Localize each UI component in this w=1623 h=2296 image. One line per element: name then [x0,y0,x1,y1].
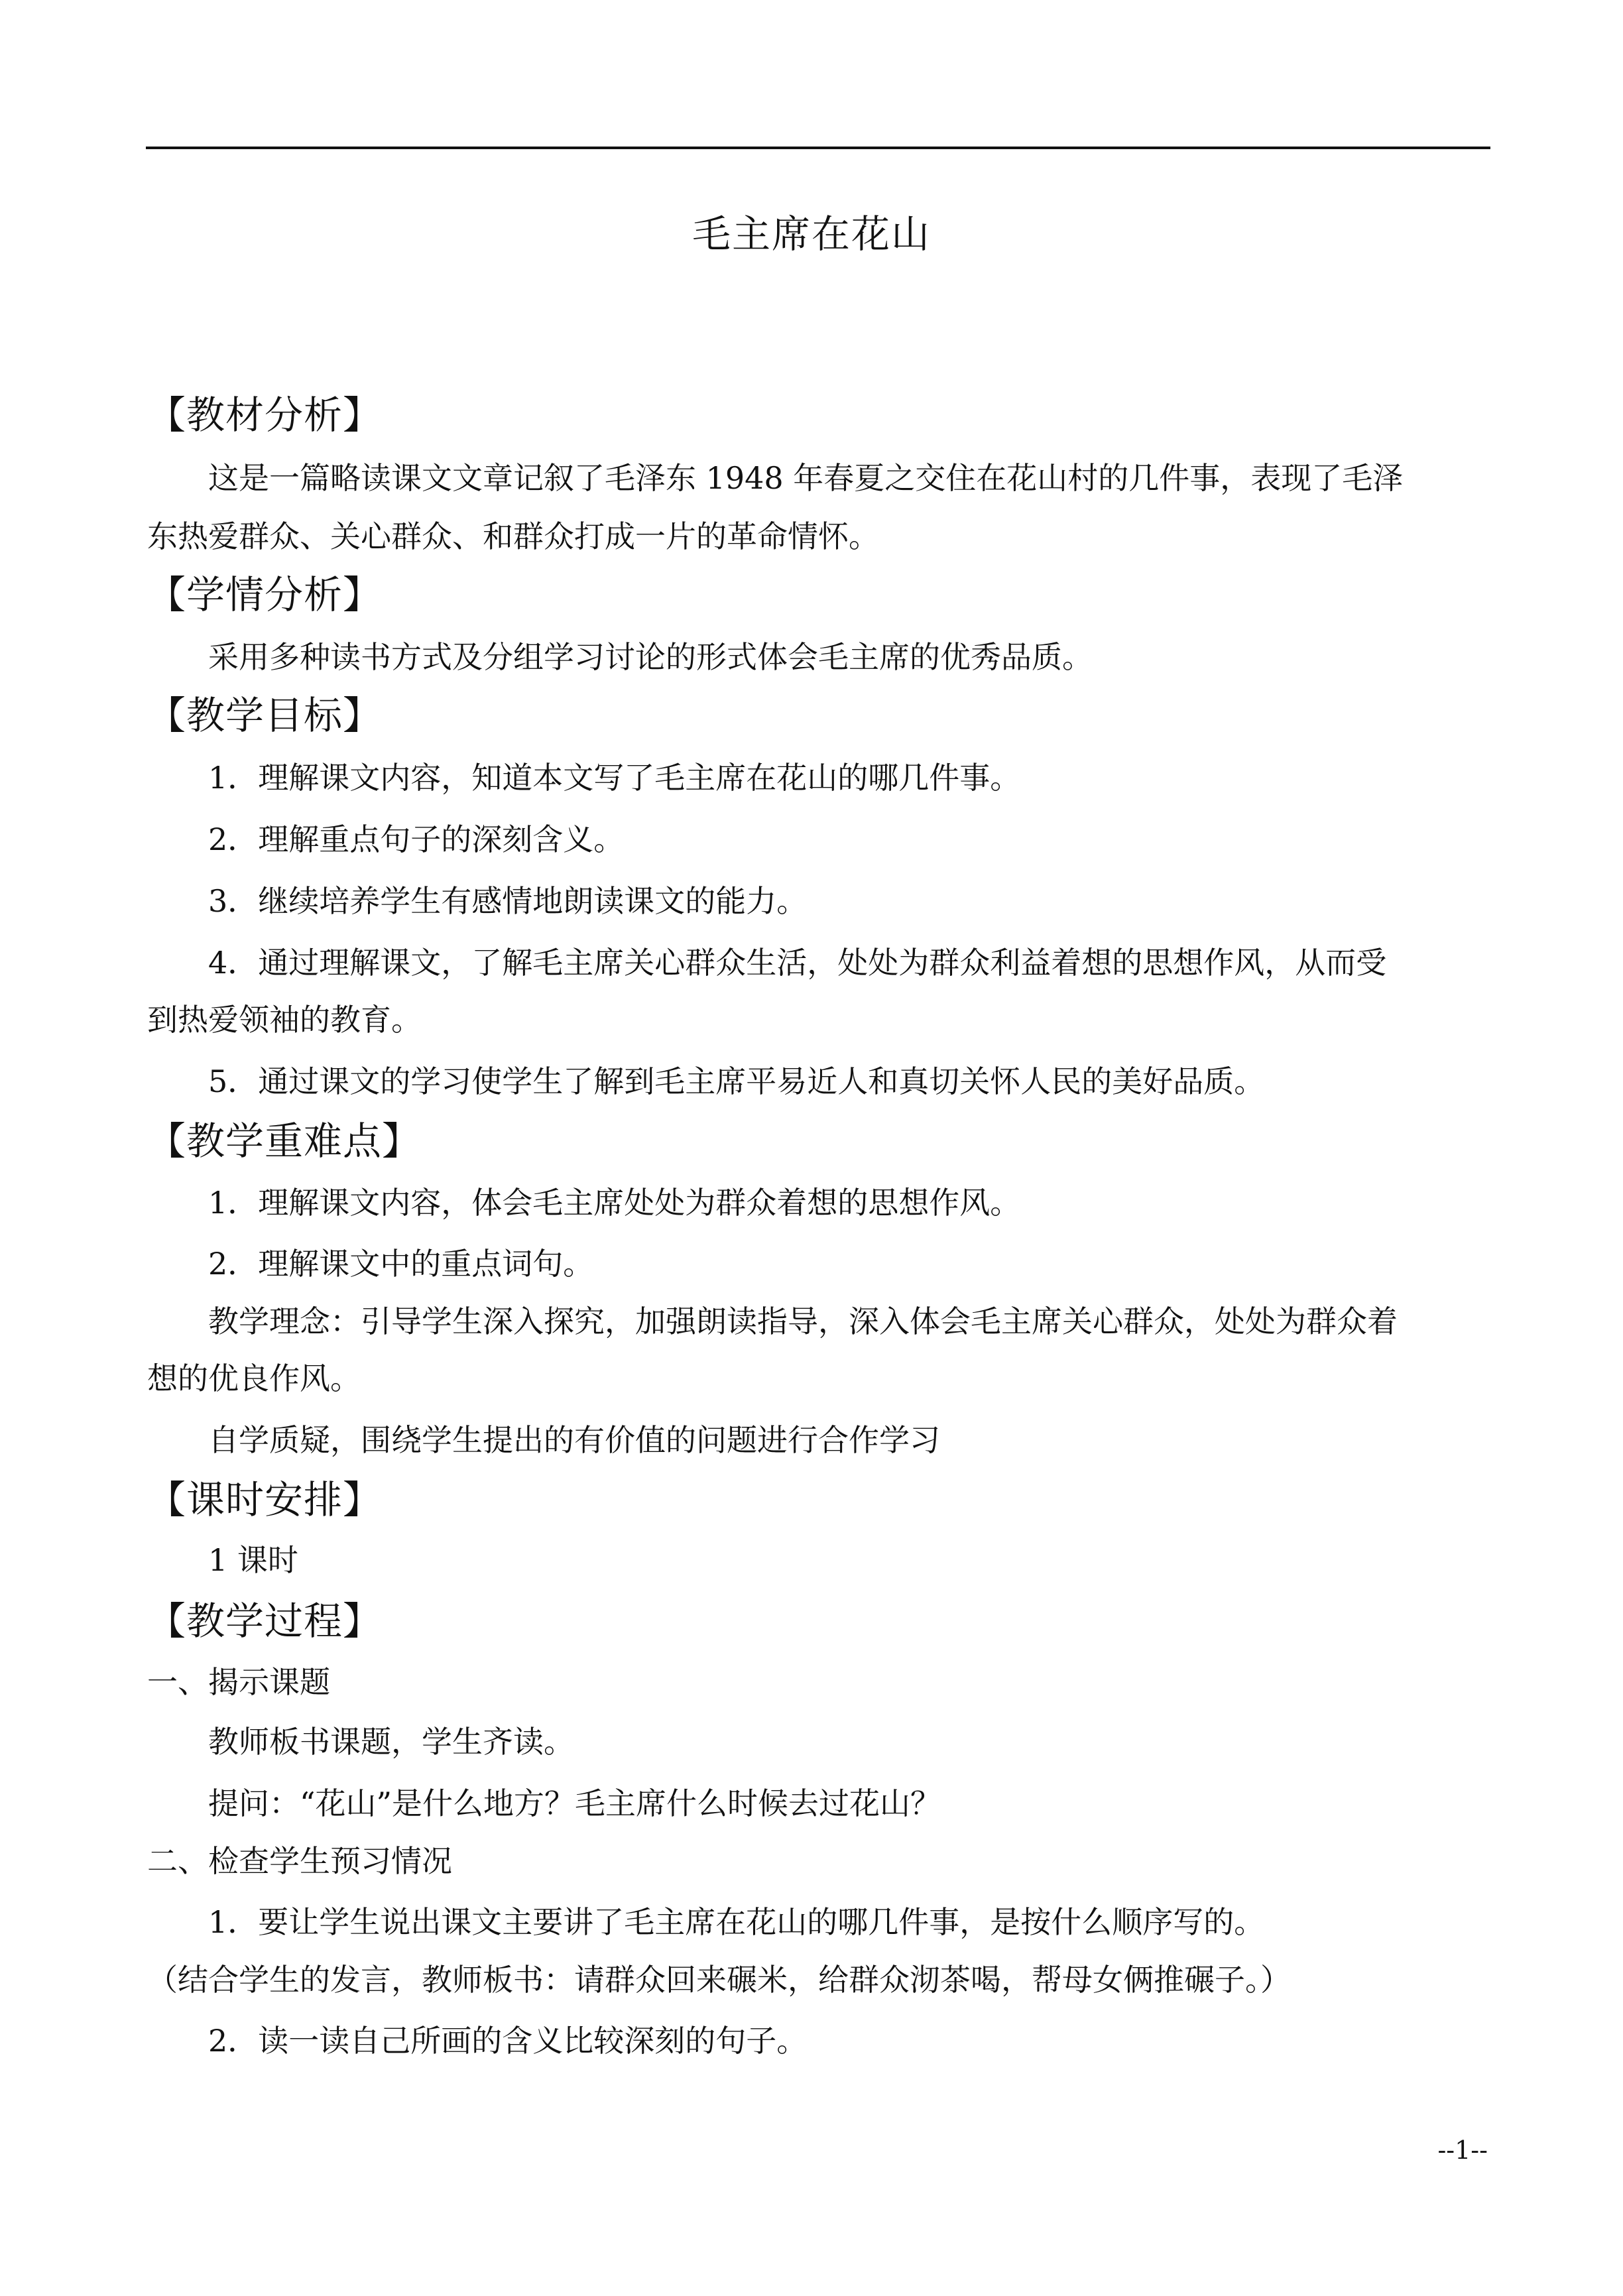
list-item: 4．通过理解课文，了解毛主席关心群众生活，处处为群众利益着想的思想作风，从而受 [208,945,1387,981]
list-item: 1．理解课文内容，体会毛主席处处为群众着想的思想作风。 [208,1185,1021,1221]
section-heading-key-points: 【教学重难点】 [147,1118,422,1164]
document-title: 毛主席在花山 [691,211,931,257]
list-item-continuation: 到热爱领袖的教育。 [147,1002,422,1038]
paragraph-line: 教学理念：引导学生深入探究，加强朗读指导，深入体会毛主席关心群众，处处为群众着 [208,1303,1398,1339]
list-item: 2．理解课文中的重点词句。 [208,1246,594,1282]
paragraph-line: 东热爱群众、关心群众、和群众打成一片的革命情怀。 [147,518,879,554]
section-heading-schedule: 【课时安排】 [147,1477,383,1522]
section-heading-textbook-analysis: 【教材分析】 [147,393,383,438]
list-item: 3．继续培养学生有感情地朗读课文的能力。 [208,883,808,919]
paragraph-line: 1 课时 [208,1542,298,1578]
paragraph-line: 采用多种读书方式及分组学习讨论的形式体会毛主席的优秀品质。 [208,639,1093,675]
list-item: 2．读一读自己所画的含义比较深刻的句子。 [208,2023,808,2059]
header-rule [146,147,1490,149]
section-heading-teaching-process: 【教学过程】 [147,1599,383,1644]
list-item: 1．要让学生说出课文主要讲了毛主席在花山的哪几件事，是按什么顺序写的。 [208,1904,1265,1940]
list-item: 5．通过课文的学习使学生了解到毛主席平易近人和真切关怀人民的美好品质。 [208,1063,1265,1099]
paragraph-line: 提问：“花山”是什么地方？毛主席什么时候去过花山？ [208,1785,941,1821]
paragraph-line: 想的优良作风。 [147,1360,361,1396]
list-item: 1．理解课文内容，知道本文写了毛主席在花山的哪几件事。 [208,760,1021,796]
page-number: --1-- [1437,2136,1488,2165]
subsection-title: 一、揭示课题 [147,1664,330,1700]
list-item: 2．理解重点句子的深刻含义。 [208,821,625,857]
paragraph-line: 自学质疑，围绕学生提出的有价值的问题进行合作学习 [208,1422,940,1458]
paragraph-line: （结合学生的发言，教师板书：请群众回来碾米，给群众沏茶喝，帮母女俩推碾子。） [147,1962,1291,1998]
section-heading-teaching-goals: 【教学目标】 [147,693,383,738]
paragraph-line: 这是一篇略读课文文章记叙了毛泽东 1948 年春夏之交住在花山村的几件事，表现了毛泽 [208,460,1404,496]
paragraph-line: 教师板书课题，学生齐读。 [208,1724,574,1760]
section-heading-learner-analysis: 【学情分析】 [147,572,383,617]
subsection-title: 二、检查学生预习情况 [147,1843,452,1879]
